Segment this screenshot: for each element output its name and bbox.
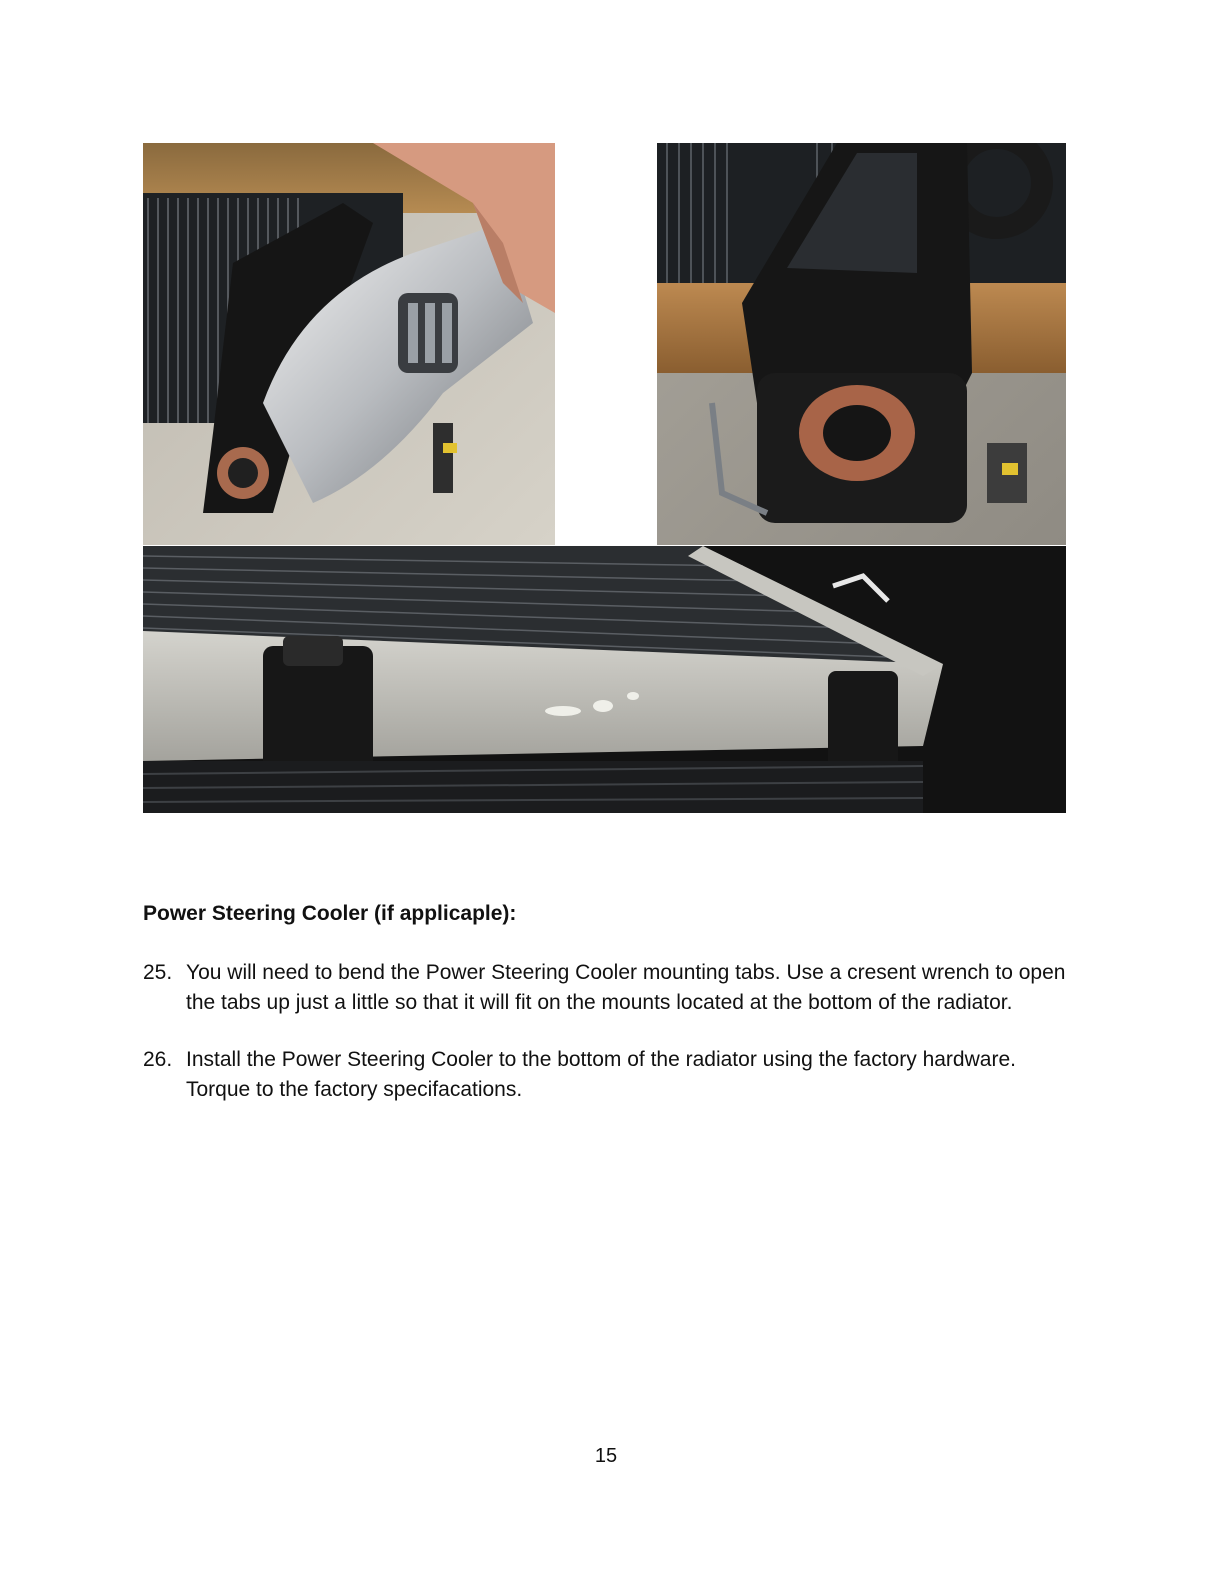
wrench-bending-tab-photo xyxy=(143,143,555,545)
step-text: Install the Power Steering Cooler to the bottom of the radiator using the factory hardware. Torque to the factory specifacations. xyxy=(186,1048,1016,1101)
list-item xyxy=(143,958,1073,1017)
section-heading: Power Steering Cooler (if applicaple): xyxy=(143,902,517,925)
mounting-bracket-closeup-photo xyxy=(657,143,1066,545)
step-text: You will need to bend the Power Steering Cooler mounting tabs. Use a cresent wrench to open the tabs up just a little so that it will fit on the mounts located at the bottom of the radiator. xyxy=(186,961,1066,1014)
step-number: 25. xyxy=(143,961,173,984)
radiator-bottom-mounts-photo xyxy=(143,546,1066,813)
instruction-list xyxy=(143,958,1073,1132)
list-item xyxy=(143,1045,1073,1104)
page-number: 15 xyxy=(594,1445,618,1467)
step-number: 26. xyxy=(143,1048,173,1071)
